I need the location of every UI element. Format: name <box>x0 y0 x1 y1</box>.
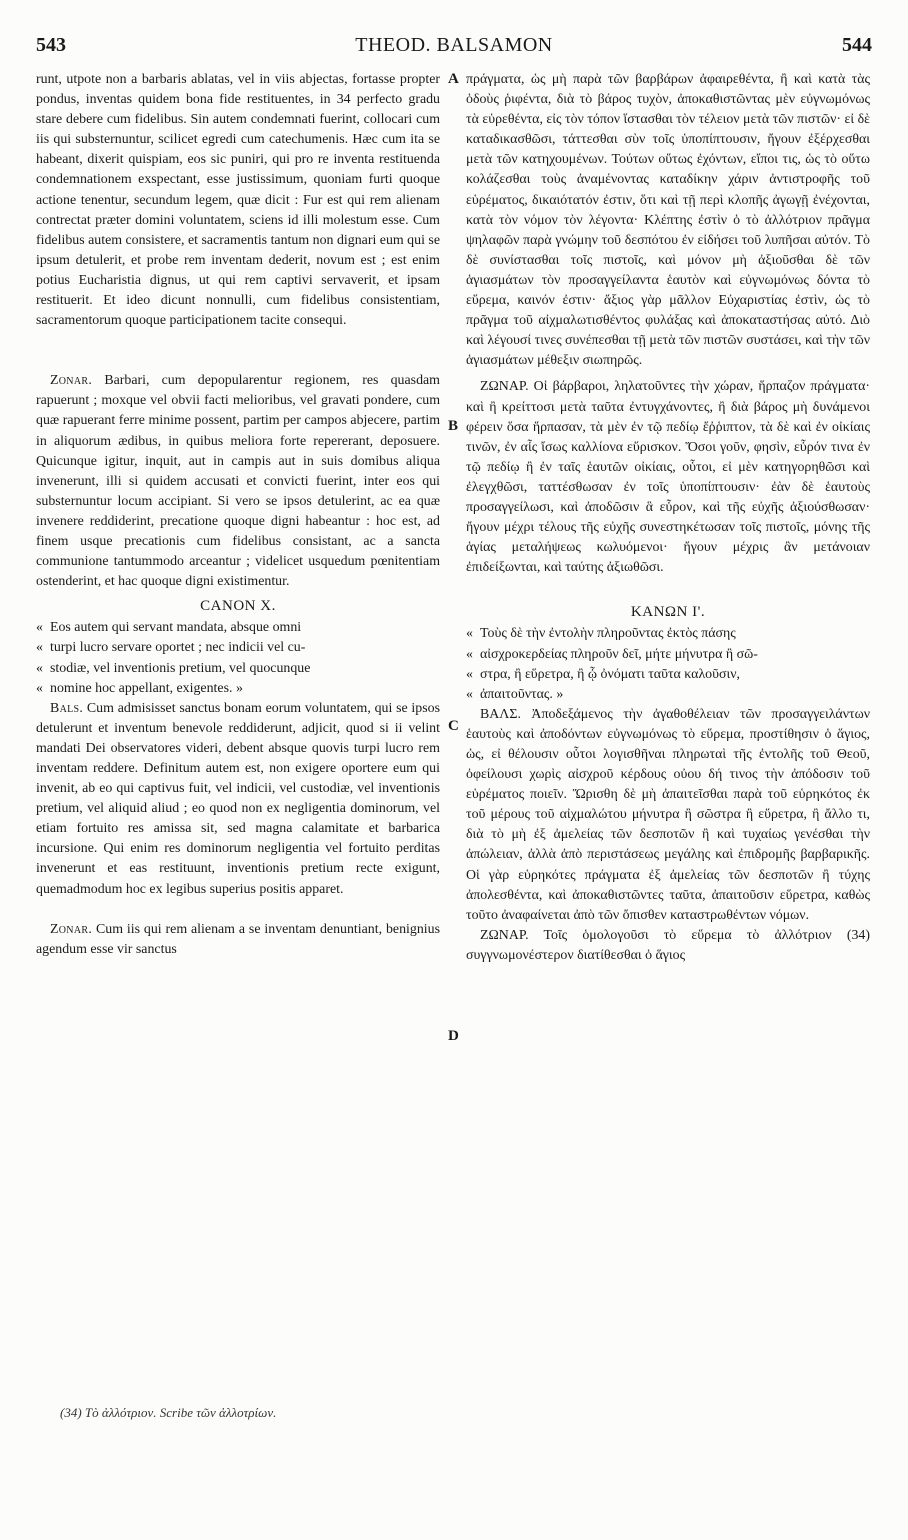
latin-zonaras-commentary <box>36 371 440 592</box>
zonaras-text: Barbari, cum depopularentur regionem, res quasdam rapuerunt ; moxque vel obvii facti melioribus, vel gravati pondere, cum quæ rapuerant ferre minime possent, partim per campos abjecere, partim in aliquorum ædibus, in quibus meliora forte repererant, deposuere. Quicunque igitur, inquit, aut in campis aut in suis domibus aliqua invenerunt, illi si quidem accusati et convicti fuerint, inter eos qui substernuntur locum accipiant. Si vero se ipsos detulerint, ac ea quæ invenere reddiderint, precatione quoque digni habeantur : hoc est, ad finem usque precationis cum fidelibus consistant, ac a sancta communione tantummodo arceantur ; videlicet usquedum pœnitentiam ostenderint, et hac quoque digni existimentur. <box>36 373 440 590</box>
left-page-number: 543 <box>36 34 66 56</box>
zonaras-label: ΖΩΝΑΡ. <box>480 379 529 395</box>
balsamon-text: Cum admisisset sanctus bonam eorum voluntatem, qui se ipsos detulerunt et inventum benevole reddiderunt, adjicit, quod si ii velint mandati Dei observatores videri, debent absque quovis turpi lucro rem inventam reddere. Definitum autem est, non exigere oportere eum qui invenit, ab eo qui captivus fuit, vel indicii, vel custodiæ, vel inventionis pretium, vel aliquid aliud ; eo quod non ex negligentia dominorum, vel etiam fortuito res amissa sit, sed magna calamitate et barbarica incursione. Qui enim res dominorum negligentia vel fortuito perditas invenerunt et eas restituunt, inventionis pretium recte exigunt, quemadmodum hoc ex legibus superius positis apparet. <box>36 700 440 897</box>
latin-canon-line: « nomine hoc appellant, exigentes. » <box>36 680 243 696</box>
greek-zonaras-commentary-2 <box>466 926 870 966</box>
running-title: THEOD. BALSAMON <box>355 34 553 56</box>
latin-canon-line: « turpi lucro servare oportet ; nec indicii vel cu- <box>36 640 306 656</box>
latin-canon-heading: CANON X. <box>200 598 276 615</box>
latin-canon-line: « Eos autem qui servant mandata, absque omni <box>36 620 302 636</box>
zonaras-label: ΖΩΝΑΡ. <box>480 927 529 943</box>
footnote: (34) Τὸ ἀλλότριον. Scribe τῶν ἀλλοτρίων. <box>60 1405 277 1420</box>
greek-zonaras-commentary <box>466 377 870 578</box>
right-page-number: 544 <box>842 34 872 56</box>
zonaras-label: Zonar. <box>50 921 93 937</box>
greek-canon-line: « ἀπαιτοῦντας. » <box>466 686 564 702</box>
zonaras-text: Οἱ βάρβαροι, ληλατοῦντες τὴν χώραν, ἥρπαζον πράγματα· καὶ ἢ κρείττοσι μετὰ ταῦτα ἐντυγχάνοντες, ἢ διὰ βάρος μὴ δυνάμενοι φέρειν ὅσα ἥρπασαν, τὰ μὲν ἐν τῷ πεδίῳ ἔῤῥιπτον, τὰ δὲ καὶ ἐν οἰκίαις τινῶν, ἐν αἷς ἴσως καλλίονα εὕρισκον. Ὅσοι γοῦν, φησὶν, εὗρόν τινα ἐν τῷ πεδίῳ ἢ ἐν ταῖς ἑαυτῶν οἰκίαις, οὗτοι, εἰ μὲν κατηγορηθῶσι καὶ ἐλεγχθῶσι, ταττέσθωσαν ἐν τοῖς ὑποπίπτουσιν· ἐὰν δὲ ἑαυτοὺς προσαγγείλωσι, καὶ ἀποδῶσιν ἃ εὗρον, καὶ τῆς εὐχῆς ἀξιούσθωσαν· ἤγουν μέχρι τέλους τῆς εὐχῆς συνεστηκέτωσαν τοῖς πιστοῖς, μόνης τῆς ἁγίας μεταλήψεως κωλυόμενοι· ἤγουν μέχρις ἂν μετάνοιαν ἐπιδείξωνται, καὶ ταύτης ἀξιωθῶσι. <box>466 379 870 576</box>
latin-column <box>36 70 440 960</box>
greek-continuation-paragraph: πράγματα, ὡς μὴ παρὰ τῶν βαρβάρων ἀφαιρεθέντα, ἢ καὶ κατὰ τὰς ὁδοὺς ῥιφέντα, διὰ τὸ βάρος τυχὸν, ἀποκαθιστῶντας μὲν εὐγνωμόνως τὰ εὑρεθέντα, εἰς τὸν τόπον ἵστασθαι τὸν τέλειον μετὰ τῶν πιστῶν· εἰ δὲ καταδικασθῶσι, τάττεσθαι σὺν τοῖς ὑποπίπτουσιν, ἤγουν ἐξέρχεσθαι μετὰ τῶν κατηχουμένων. Τούτων οὕτως ἐχόντων, εἴποι τις, ὡς τὸ οὕτω κολάζεσθαι τοὺς ἀναμένοντας καταδίκην χάριν ἀντιστροφῆς τοῦ εὑρέματος, δικαιότατόν ἐστιν, ὅτι καὶ τῇ περὶ κλοπῆς ἀγωγῇ ἐνέχονται, κατὰ τὸν νόμον τὸν λέγοντα· Κλέπτης ἐστὶν ὁ τὸ ἀλλότριον πρᾶγμα ψηλαφῶν παρὰ γνώμην τοῦ δεσπότου ἐν εἰδήσει τοῦ λυπῆσαι αὐτόν. Τὸ δὲ συνίστασθαι τοῖς πιστοῖς, καὶ μόνον μὴ ἀξιοῦσθαι δὲ τῶν ἁγιασμάτων τὸν προσαγγείλαντα ἑαυτὸν καὶ εὐγνωμόνως δόντα τὸ εὕρεμα, καινόν ἐστιν· ἄξιος γὰρ μᾶλλον Εὐχαριστίας ἐστὶν, ὡς τὸ πρᾶγμα τοῦ αἰχμαλωτισθέντος φυλάξας καὶ ἀποκαταστήσας αὐτό. Διὸ καὶ λέγουσί τινες συνέπεσθαι τῇ μετὰ τῶν πιστῶν συστάσει, καὶ τὴν τῶν ἁγιασμάτων μέθεξιν σιωπηρῶς. <box>466 72 870 369</box>
greek-balsamon-commentary <box>466 705 870 926</box>
balsamon-label: ΒΑΛΣ. <box>480 706 521 722</box>
margin-letter-a: A <box>448 71 459 87</box>
balsamon-text: Ἀποδεξάμενος τὴν ἀγαθοθέλειαν τῶν προσαγγειλάντων ἑαυτοὺς καὶ ἀποδόντων εὐγνωμόνως τὸ εὕρεμα, προστίθησιν ὁ ἅγιος, ὡς, εἰ θέλουσιν οὗτοι λογισθῆναι πληρωταὶ τῆς ἐντολῆς τοῦ Θεοῦ, ὀφείλουσι χωρὶς αἰσχροῦ κέρδους οὐου δή τινος τὴν ἀπόδοσιν τοῦ εὑρέματος ποιεῖν. Ὥρισθη δὲ μὴ ἀπαιτεῖσθαι παρὰ τοῦ εὑρηκότος ἐκ τοῦ μέρους τοῦ αἰχμαλώτου μήνυτρα ἢ σῶστρα ἢ εὕρετρα, ἢ ἄλλο τι, διὰ τὸ μὴ ἐξ ἀμελείας τῶν δεσποτῶν ἢ καὶ τυχαίως γενέσθαι τὴν ἀπώλειαν, ἀλλὰ ἀπὸ περιστάσεως μεγάλης καὶ ἐπιδρομῆς βαρβαρικῆς. Οἱ γὰρ εὑρηκότες πράγματα ἐξ ἀμελείας τῶν δεσποτῶν ἢ τύχης ἀπολεσθέντα, καὶ ἀποκαθιστῶντες ταῦτα, ἀπαιτοῦσιν εὕρετρα, καθὼς τοῦτο ἀναφαίνεται ἀπὸ τῶν ὄπισθεν καταστρωθέντων νόμων. <box>466 706 870 923</box>
greek-canon-line: « Τοὺς δὲ τὴν ἐντολὴν πληροῦντας ἐκτὸς πάσης <box>466 626 736 642</box>
latin-balsamon-commentary <box>36 699 440 900</box>
greek-canon-line: « αἰσχροκερδείας πληροῦν δεῖ, μήτε μήνυτρα ἢ σῶ- <box>466 646 758 662</box>
margin-letter-b: B <box>448 418 459 434</box>
margin-letter-d: D <box>448 1028 459 1044</box>
page-header <box>36 34 872 64</box>
latin-continuation-paragraph: runt, utpote non a barbaris ablatas, vel in viis abjectas, fortasse propter pondus, inventas quidem bona fide restituentes, in 34 perfecto gradu stare debere cum fidelibus. Sin autem condemnati fuerint, collocari cum iis qui substernuntur, scilicet egredi cum catechumenis. Hæc cum ita se habeant, dixerit quispiam, eos sic puniri, qui pro re inventa restituenda condemnationem exspectant, esse justissimum, quoniam furti quoque actione tenentur, secundum legem, quæ dicit : Fur est qui rem alienam contrectat præter domini voluntatem, sciens id illi molestum esse. Cum fidelibus autem consistere, et sacramentis tantum non dignari eum qui se ipsum detulerit, et probe rem inventam dederit, novum est ; est enim potius Eucharistia dignus, ut qui rem captivi servaverit, et ipsam restituerit. Et ideo dicunt nonnulli, cum fidelibus consistentiam, sacramentorum quoque participationem tacite consequi. <box>36 72 440 329</box>
greek-column <box>466 70 870 966</box>
latin-canon-line: « stodiæ, vel inventionis pretium, vel quocunque <box>36 660 311 676</box>
zonaras-label: Zonar. <box>50 373 93 389</box>
margin-letter-c: C <box>448 718 459 734</box>
latin-zonaras-commentary-2 <box>36 920 440 960</box>
greek-canon-line: « στρα, ἢ εὕρετρα, ἢ ᾧ ὀνόματι ταῦτα καλοῦσιν, <box>466 666 740 682</box>
balsamon-label: Bals. <box>50 700 84 716</box>
zonaras-text: Τοῖς ὁμολογοῦσι τὸ εὕρεμα τὸ ἀλλότριον (34) συγγνωμονέστερον διατίθεσθαι ὁ ἅγιος <box>466 927 870 963</box>
greek-canon-heading: ΚΑΝΩΝ Ι'. <box>630 604 706 621</box>
zonaras-text: Cum iis qui rem alienam a se inventam denuntiant, benignius agendum esse vir sanctus <box>36 921 440 957</box>
